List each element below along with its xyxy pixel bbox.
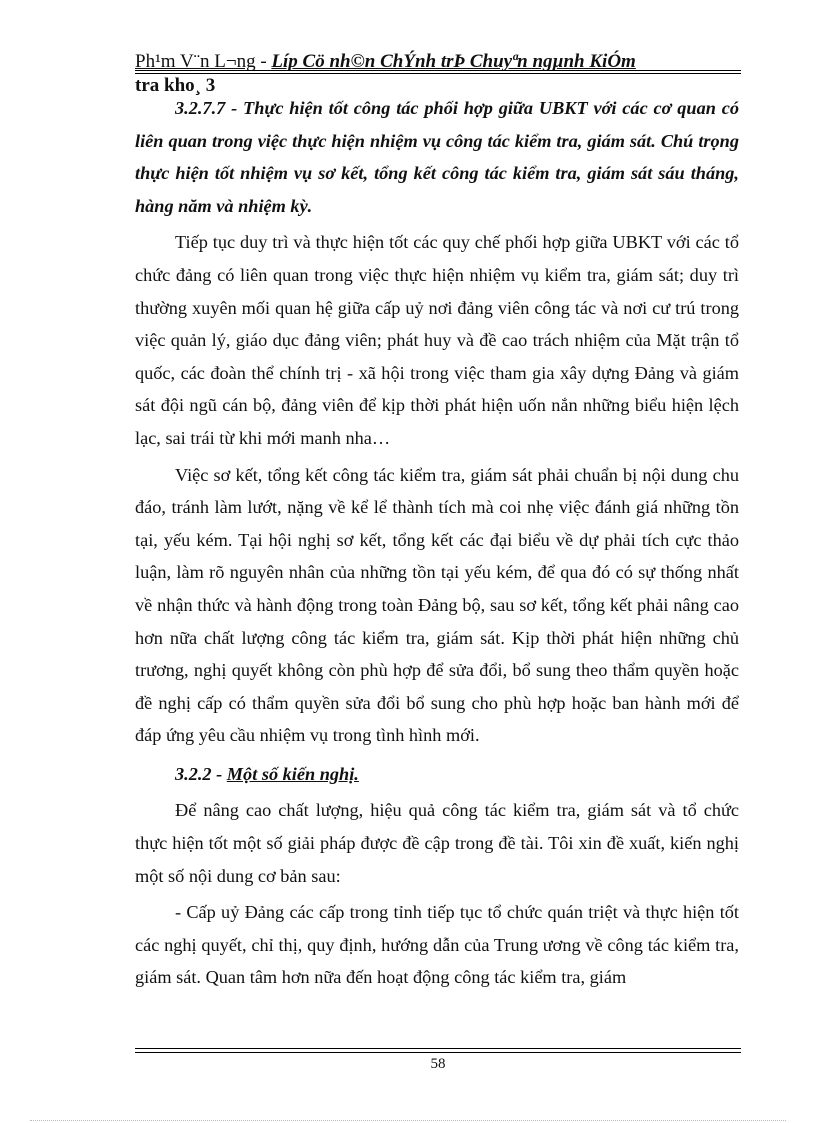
paragraph: Việc sơ kết, tổng kết công tác kiểm tra, giám sát phải chuẩn bị nội dung chu đáo, tránh làm lướt, nặng về kể lể thành tích mà coi nhẹ việc đánh giá những tồn tại, yếu kém. Tại hội nghị sơ kết, tổng kết các đại biểu về dự phải tích cực thảo luận, làm rõ nguyên nhân của những tồn tại yếu kém, để qua đó có sự thống nhất về nhận thức và hành động trong toàn Đảng bộ, sau sơ kết, tổng kết phải nâng cao hơn nữa chất lượng công tác kiểm tra, giám sát. Kịp thời phát hiện những chủ trương, nghị quyết không còn phù hợp để sửa đổi, bổ sung theo thẩm quyền hoặc đề nghị cấp có thẩm quyền sửa đổi bổ sung cho phù hợp hoặc ban hành mới để đáp ứng yêu cầu nhiệm vụ trong tình hình mới. (135, 464, 739, 746)
section-heading: 3.2.7.7 - Thực hiện tốt công tác phối hợp giữa UBKT với các cơ quan có liên quan trong việc thực hiện nhiệm vụ công tác kiểm tra, giám sát. Chú trọng thực hiện tốt nhiệm vụ sơ kết, tổng kết công tác kiểm tra, giám sát sáu tháng, hàng năm và nhiệm kỳ. (135, 98, 739, 216)
body-text (135, 92, 739, 998)
subsection-title: Một số kiến nghị. (226, 763, 359, 784)
subsection-number: 3.2.2 - (175, 763, 227, 784)
page-number: 58 (430, 1056, 446, 1072)
header-rule (135, 70, 741, 74)
paragraph: - Cấp uỷ Đảng các cấp trong tỉnh tiếp tục tổ chức quán triệt và thực hiện tốt các nghị quyết, chỉ thị, quy định, hướng dẫn của Trung ương về công tác kiểm tra, giám sát. Quan tâm hơn nữa đến hoạt động công tác kiểm tra, giám (135, 902, 739, 988)
page-boundary (30, 1120, 786, 1121)
paragraph: Tiếp tục duy trì và thực hiện tốt các quy chế phối hợp giữa UBKT với các tổ chức đảng có liên quan trong việc thực hiện nhiệm vụ kiểm tra, giám sát; duy trì thường xuyên mối quan hệ giữa cấp uỷ nơi đảng viên công tác và nơi cư trú trong việc quản lý, giáo dục đảng viên; phát huy và đề cao trách nhiệm của Mặt trận tổ quốc, các đoàn thể chính trị - xã hội trong việc tham gia xây dựng Đảng và giám sát đội ngũ cán bộ, đảng viên để kịp thời phát hiện uốn nắn những biểu hiện lệch lạc, sai trái từ khi mới manh nha… (135, 232, 739, 448)
footer-rule (135, 1048, 741, 1053)
paragraph: Để nâng cao chất lượng, hiệu quả công tác kiểm tra, giám sát và tổ chức thực hiện tốt một số giải pháp được đề cập trong đề tài. Tôi xin đề xuất, kiến nghị một số nội dung cơ bản sau: (135, 800, 739, 886)
subsection-heading (135, 758, 739, 791)
header-course-line2: tra kho¸ 3 (135, 75, 216, 96)
header-separator: - (255, 51, 272, 72)
running-header (135, 50, 741, 98)
header-course: Líp Cö nh©n ChÝnh trÞ Chuyªn ngµnh KiÓm (271, 51, 636, 72)
header-author: Ph¹m V¨n L¬ng (135, 51, 256, 72)
